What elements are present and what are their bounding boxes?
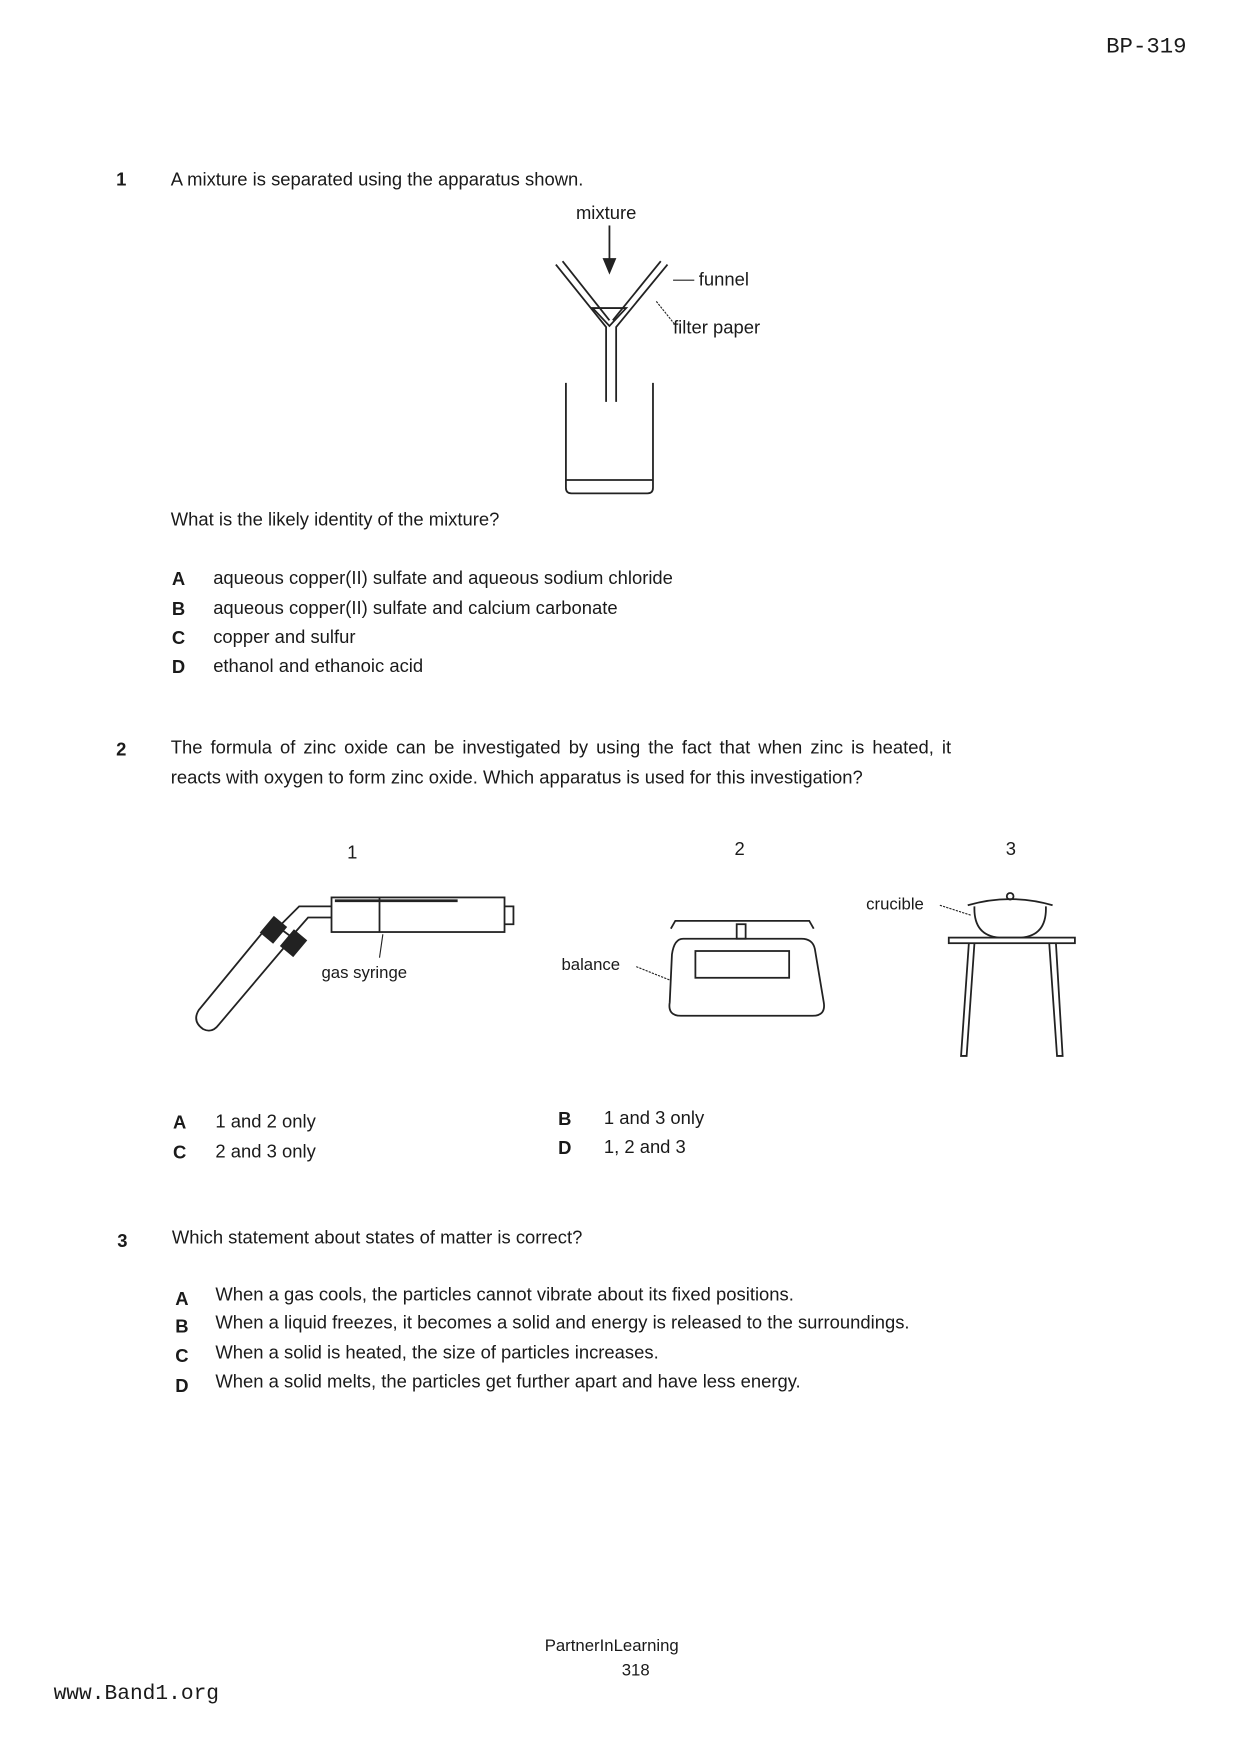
question-1-number: 1 (116, 169, 127, 190)
q2-option-d-letter: D (558, 1138, 572, 1159)
filtration-apparatus-diagram (556, 225, 694, 493)
label-crucible: crucible (866, 895, 924, 915)
q1-option-d-letter: D (171, 657, 186, 678)
question-1-prompt: What is the likely identity of the mixture? (170, 510, 500, 531)
q1-option-b: aqueous copper(II) sulfate and calcium carbonate (213, 598, 618, 619)
label-gas-syringe: gas syringe (321, 963, 408, 983)
q3-option-a: When a gas cools, the particles cannot vibrate about its fixed positions. (215, 1284, 794, 1305)
footer-page-number: 318 (621, 1660, 650, 1680)
apparatus-1-number: 1 (347, 842, 358, 863)
q3-option-d-letter: D (175, 1376, 189, 1397)
q2-option-a: 1 and 2 only (215, 1111, 316, 1132)
apparatus-2-number: 2 (734, 839, 745, 860)
q1-option-d: ethanol and ethanoic acid (213, 656, 424, 677)
balance-diagram (636, 921, 824, 1016)
q1-option-c-letter: C (171, 628, 186, 649)
question-3-text: Which statement about states of matter is correct? (171, 1227, 583, 1248)
question-2-text-line2: reacts with oxygen to form zinc oxide. Which apparatus is used for this investigation? (170, 767, 863, 789)
footer-website[interactable]: www.Band1.org (53, 1680, 220, 1706)
label-balance: balance (561, 955, 621, 975)
question-2-number: 2 (116, 740, 127, 761)
q3-option-c: When a solid is heated, the size of particles increases. (215, 1342, 659, 1363)
q1-option-a-letter: A (171, 569, 186, 590)
q3-option-c-letter: C (175, 1346, 189, 1367)
q2-option-c: 2 and 3 only (215, 1141, 316, 1162)
footer-publisher: PartnerInLearning (544, 1636, 679, 1656)
q2-option-c-letter: C (173, 1142, 187, 1164)
label-filter-paper: filter paper (673, 318, 761, 339)
q1-option-b-letter: B (171, 599, 186, 620)
q1-option-c: copper and sulfur (213, 627, 356, 648)
question-2-text-line1: The formula of zinc oxide can be investigated by using the fact that when zinc is heated, it (170, 737, 952, 758)
question-1-text: A mixture is separated using the apparatus shown. (170, 169, 584, 190)
q2-option-d: 1, 2 and 3 (603, 1137, 686, 1158)
label-mixture: mixture (575, 203, 637, 224)
q1-option-a: aqueous copper(II) sulfate and aqueous sodium chloride (213, 568, 673, 589)
q2-option-b: 1 and 3 only (603, 1108, 705, 1129)
question-3-number: 3 (117, 1231, 128, 1252)
q3-option-a-letter: A (175, 1289, 189, 1310)
q2-option-b-letter: B (558, 1109, 572, 1130)
paper-code: BP-319 (1106, 34, 1187, 61)
crucible-diagram (940, 893, 1075, 1056)
apparatus-3-number: 3 (1005, 839, 1016, 860)
q3-option-b-letter: B (175, 1317, 189, 1338)
q3-option-b: When a liquid freezes, it becomes a solid and energy is released to the surroundings. (215, 1312, 910, 1333)
q2-option-a-letter: A (173, 1112, 187, 1133)
label-funnel: funnel (698, 270, 749, 291)
q3-option-d: When a solid melts, the particles get further apart and have less energy. (215, 1371, 801, 1392)
